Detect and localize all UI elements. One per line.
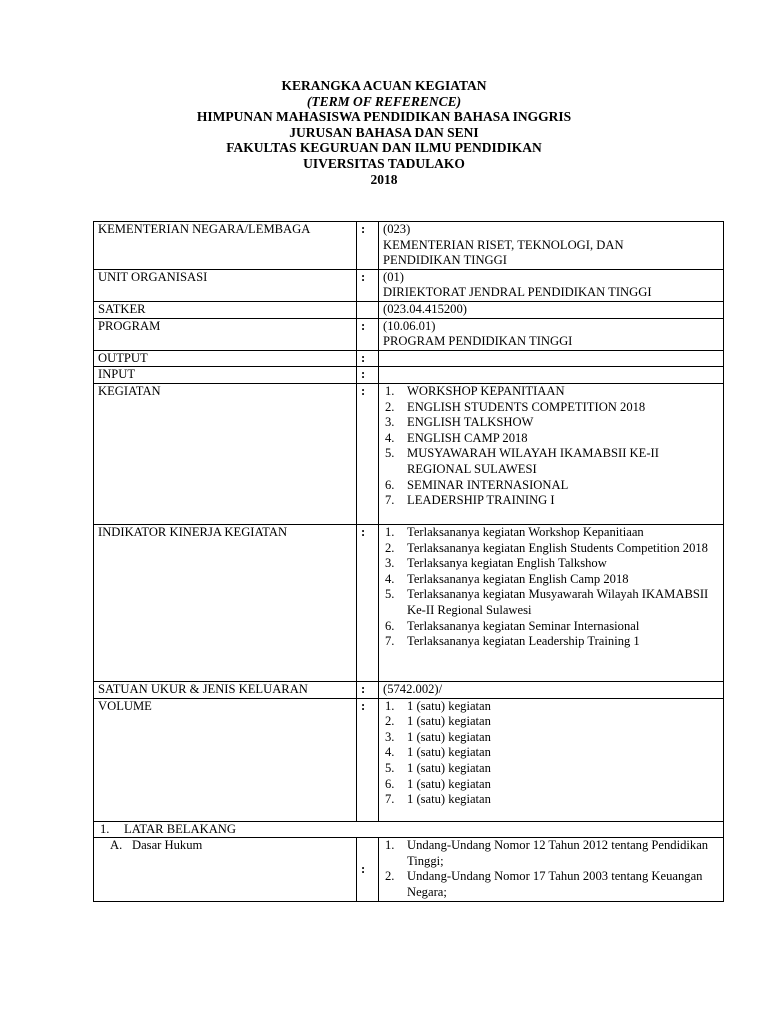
- row-label: INDIKATOR KINERJA KEGIATAN: [94, 524, 357, 681]
- header-year: 2018: [370, 171, 398, 187]
- list-item: 7. LEADERSHIP TRAINING I: [385, 493, 555, 508]
- row-colon: :: [357, 269, 379, 301]
- list-item: 2. 1 (satu) kegiatan: [385, 714, 491, 729]
- row-label: KEGIATAN: [94, 383, 357, 524]
- document-header: [0, 78, 768, 187]
- table-row-output: [94, 350, 724, 367]
- subsection-letter: A.: [110, 838, 123, 853]
- row-label: VOLUME: [94, 698, 357, 821]
- table-row-indikator: [94, 524, 724, 681]
- list-item: 1. Undang-Undang Nomor 12 Tahun 2012 tentang Pendidikan Tinggi;: [385, 838, 709, 868]
- satuan-value: (5742.002)/: [379, 681, 724, 698]
- list-item: 4. 1 (satu) kegiatan: [385, 745, 491, 760]
- row-colon: :: [357, 350, 379, 367]
- unit-name: DIRIEKTORAT JENDRAL PENDIDIKAN TINGGI: [383, 285, 652, 300]
- reference-table: [93, 221, 724, 902]
- list-item: 3. ENGLISH TALKSHOW: [385, 415, 534, 430]
- row-label: UNIT ORGANISASI: [94, 269, 357, 301]
- table-row-kementerian: [94, 222, 724, 270]
- row-value: [379, 318, 724, 350]
- table-row-satuan: [94, 681, 724, 698]
- list-item: 7. Terlaksananya kegiatan Leadership Training 1: [385, 634, 640, 649]
- row-value: [379, 222, 724, 270]
- dasar-hukum-list: [383, 838, 719, 900]
- section-heading: [94, 821, 724, 838]
- program-code: (10.06.01): [383, 318, 436, 333]
- table-row-kegiatan: [94, 383, 724, 524]
- row-colon: :: [357, 367, 379, 384]
- table-row-dasar-hukum: [94, 838, 724, 901]
- table-row-satker: [94, 301, 724, 318]
- list-item: 5. 1 (satu) kegiatan: [385, 760, 491, 775]
- list-item: 1. WORKSHOP KEPANITIAAN: [385, 383, 565, 398]
- row-label: SATUAN UKUR & JENIS KELUARAN: [94, 681, 357, 698]
- row-value: [379, 350, 724, 367]
- row-colon: :: [357, 222, 379, 270]
- subsection-title: Dasar Hukum: [132, 838, 203, 853]
- list-item: 2. Undang-Undang Nomor 17 Tahun 2003 tentang Keuangan Negara;: [385, 869, 703, 899]
- row-colon: :: [357, 698, 379, 821]
- header-university: UIVERSITAS TADULAKO: [303, 155, 465, 171]
- list-item: 6. Terlaksananya kegiatan Seminar Internasional: [385, 618, 640, 633]
- row-value: [379, 838, 724, 901]
- list-item: 2. Terlaksananya kegiatan English Students Competition 2018: [385, 540, 708, 555]
- table-row-unit: [94, 269, 724, 301]
- kementerian-name-line2: PENDIDIKAN TINGGI: [383, 253, 507, 268]
- table-row-program: [94, 318, 724, 350]
- kementerian-name-line1: KEMENTERIAN RISET, TEKNOLOGI, DAN: [383, 237, 624, 252]
- row-label: INPUT: [94, 367, 357, 384]
- row-value: [379, 367, 724, 384]
- list-item: 5. Terlaksananya kegiatan Musyawarah Wilayah IKAMABSII Ke-II Regional Sulawesi: [385, 587, 709, 617]
- row-value: [379, 524, 724, 681]
- section-number: 1.: [100, 821, 110, 836]
- list-item: 3. 1 (satu) kegiatan: [385, 729, 491, 744]
- row-colon: :: [357, 838, 379, 901]
- row-colon: [357, 301, 379, 318]
- list-item: 6. 1 (satu) kegiatan: [385, 776, 491, 791]
- list-item: 6. SEMINAR INTERNASIONAL: [385, 477, 569, 492]
- row-label: [94, 838, 357, 901]
- row-colon: :: [357, 318, 379, 350]
- program-name: PROGRAM PENDIDIKAN TINGGI: [383, 334, 573, 349]
- unit-code: (01): [383, 269, 404, 284]
- list-item: 2. ENGLISH STUDENTS COMPETITION 2018: [385, 399, 646, 414]
- indikator-list: [383, 525, 719, 650]
- row-value: [379, 269, 724, 301]
- list-item: 5. MUSYAWARAH WILAYAH IKAMABSII KE-II REGIONAL SULAWESI: [385, 446, 659, 476]
- row-label: PROGRAM: [94, 318, 357, 350]
- list-item: 4. ENGLISH CAMP 2018: [385, 430, 528, 445]
- list-item: 7. 1 (satu) kegiatan: [385, 792, 491, 807]
- row-value: [379, 383, 724, 524]
- satker-value: (023.04.415200): [379, 301, 724, 318]
- row-colon: :: [357, 681, 379, 698]
- row-label: OUTPUT: [94, 350, 357, 367]
- row-label: KEMENTERIAN NEGARA/LEMBAGA: [94, 222, 357, 270]
- header-title: KERANGKA ACUAN KEGIATAN: [281, 78, 487, 93]
- volume-list: [383, 699, 719, 808]
- table-row-volume: [94, 698, 724, 821]
- list-item: 1. Terlaksananya kegiatan Workshop Kepanitiaan: [385, 524, 644, 539]
- kementerian-code: (023): [383, 222, 411, 236]
- row-colon: :: [357, 383, 379, 524]
- header-department: JURUSAN BAHASA DAN SENI: [289, 124, 479, 140]
- header-faculty: FAKULTAS KEGURUAN DAN ILMU PENDIDIKAN: [226, 140, 542, 156]
- kegiatan-list: [383, 384, 719, 509]
- row-label: SATKER: [94, 301, 357, 318]
- row-value: [379, 698, 724, 821]
- section-title: LATAR BELAKANG: [124, 821, 236, 836]
- header-subtitle: (TERM OF REFERENCE): [306, 93, 462, 109]
- list-item: 1. 1 (satu) kegiatan: [385, 698, 491, 713]
- row-colon: :: [357, 524, 379, 681]
- header-organization: HIMPUNAN MAHASISWA PENDIDIKAN BAHASA INGGRIS: [196, 109, 572, 125]
- list-item: 4. Terlaksananya kegiatan English Camp 2018: [385, 571, 629, 586]
- list-item: 3. Terlaksanya kegiatan English Talkshow: [385, 556, 607, 571]
- table-row-latar-belakang: [94, 821, 724, 838]
- table-row-input: [94, 367, 724, 384]
